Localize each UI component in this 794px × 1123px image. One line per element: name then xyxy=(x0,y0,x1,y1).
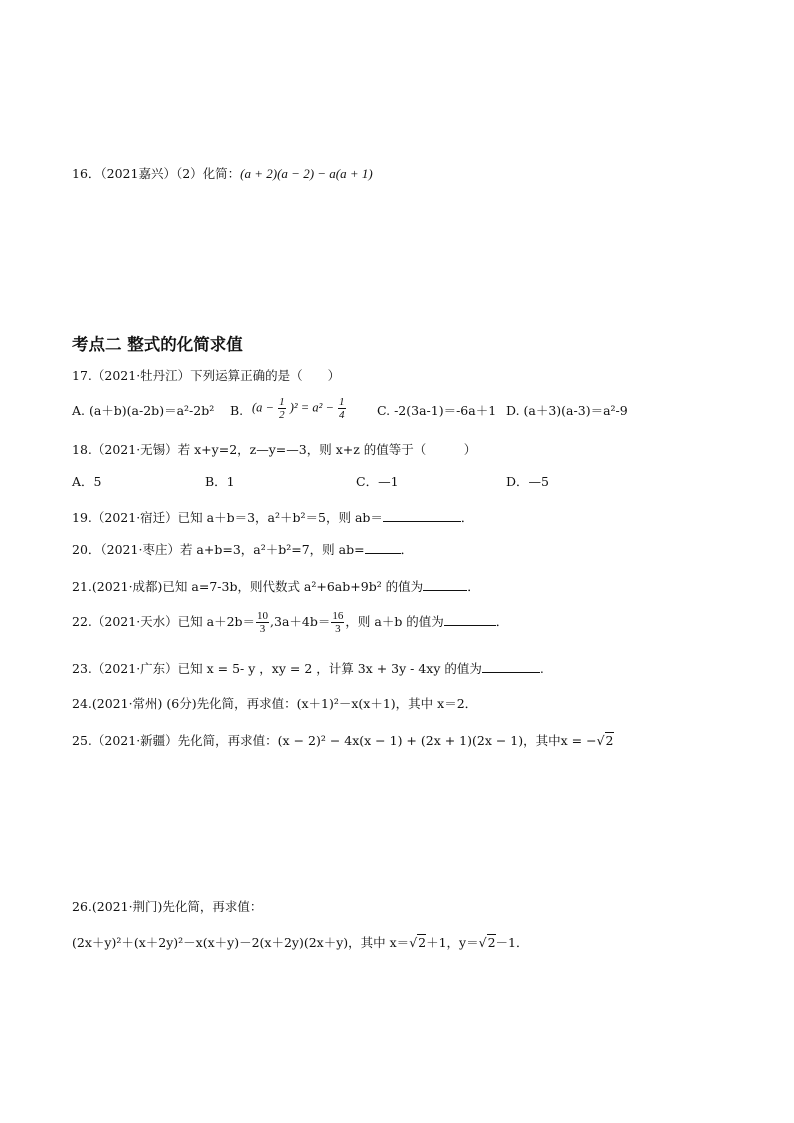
q20-text: 20．（2021·枣庄）若 a+b=3，a²＋b²=7，则 ab= xyxy=(72,542,365,557)
q19-answer-blank[interactable] xyxy=(383,509,461,522)
q22-post: ，则 a＋b 的值为 xyxy=(345,614,444,630)
q18-option-a: A．5 xyxy=(72,474,102,489)
question-25: 25.（2021·新疆）先化简，再求值：(x − 2)² − 4x(x − 1) + (2x + 1)(2x − 1)，其中x = −√2 xyxy=(72,733,614,748)
question-24: 24.(2021·常州) (6分)先化简，再求值：(x＋1)²－x(x＋1)，其中 x＝2． xyxy=(72,696,478,711)
q23-text: 23.（2021·广东）已知 x = 5- y ，xy = 2 ，计算 3x + 3y - 4xy 的值为 xyxy=(72,661,482,676)
question-20: 20．（2021·枣庄）若 a+b=3，a²＋b²=7，则 ab= ． xyxy=(72,542,414,557)
q17-b-frac1: $\frac{1}{2}$ xyxy=(279,396,285,422)
q26-stem: 26.(2021·荆门)先化简，再求值： xyxy=(72,899,263,914)
q18-options xyxy=(72,476,632,490)
question-21: 21.(2021·成都)已知 a=7-3b，则代数式 a²+6ab+9b² 的值为 ． xyxy=(72,579,480,594)
q25-radicand: 2 xyxy=(605,733,614,748)
q16-expression: (a + 2)(a − 2) − a(a + 1) xyxy=(240,166,373,181)
question-23: 23.（2021·广东）已知 x = 5- y ，xy = 2 ，计算 3x + 3y - 4xy 的值为 . xyxy=(72,661,544,676)
q22-pre: 22.（2021·天水）已知 a＋2b＝ xyxy=(72,614,256,630)
q18-stem: 18.（2021·无锡）若 x+y=2，z—y=—3，则 x+z 的值等于（ ） xyxy=(72,442,477,457)
q25-text: 25.（2021·新疆）先化简，再求值：(x − 2)² − 4x(x − 1) + (2x + 1)(2x − 1)，其中x = − xyxy=(72,733,597,748)
q20-answer-blank[interactable] xyxy=(365,541,401,554)
q22-answer-blank[interactable] xyxy=(444,613,496,626)
q19-text: 19.（2021·宿迁）已知 a＋b＝3，a²＋b²＝5，则 ab＝ xyxy=(72,510,383,525)
q16-source: （2021嘉兴）（2）化简： xyxy=(100,166,241,181)
q17-option-b-label: B. xyxy=(230,403,244,418)
q17-option-a: A. (a＋b)(a-2b)＝a²-2b² xyxy=(72,403,215,418)
question-22: 22.（2021·天水）已知 a＋2b＝ $\frac{10}{3}$ ,3a＋4b＝ $\frac{16}{3}$ ，则 a＋b 的值为 ． xyxy=(72,610,509,636)
q26-expr-pre: (2x＋y)²＋(x＋2y)²－x(x＋y)－2(x＋2y)(2x＋y)，其中 x＝ xyxy=(72,935,410,950)
section-title: 考点二 整式的化简求值 xyxy=(72,335,243,354)
q17-option-d: D. (a＋3)(a-3)＝a²-9 xyxy=(506,403,628,418)
q18-option-d: D．—5 xyxy=(506,474,549,489)
q23-answer-blank[interactable] xyxy=(482,660,540,673)
q17-b-mid: )² = a² − xyxy=(289,400,334,415)
q22-frac2: $\frac{16}{3}$ xyxy=(332,610,344,636)
q18-option-c: C．—1 xyxy=(356,474,399,489)
q26-expression: (2x＋y)²＋(x＋2y)²－x(x＋y)－2(x＋2y)(2x＋y)，其中 x＝√2＋1，y＝√2－1． xyxy=(72,935,529,950)
q17-option-b xyxy=(252,396,347,421)
q17-stem: 17.（2021·牡丹江）下列运算正确的是（ ） xyxy=(72,368,341,383)
q17-b-left: (a − xyxy=(252,400,274,415)
q16-number: 16． xyxy=(72,166,101,181)
question-16 xyxy=(72,167,373,181)
q18-option-b: B．1 xyxy=(205,474,235,489)
q26-mid: ＋1，y＝ xyxy=(426,935,479,950)
q17-option-c: C. -2(3a-1)＝-6a＋1 xyxy=(377,403,497,418)
q21-text: 21.(2021·成都)已知 a=7-3b，则代数式 a²+6ab+9b² 的值为 xyxy=(72,579,424,594)
question-19: 19.（2021·宿迁）已知 a＋b＝3，a²＋b²＝5，则 ab＝ ． xyxy=(72,510,474,525)
q21-answer-blank[interactable] xyxy=(423,578,467,591)
q22-mid: ,3a＋4b＝ xyxy=(270,614,331,630)
q22-frac1: $\frac{10}{3}$ xyxy=(257,610,269,636)
q17-b-frac2: $\frac{1}{4}$ xyxy=(339,396,345,422)
